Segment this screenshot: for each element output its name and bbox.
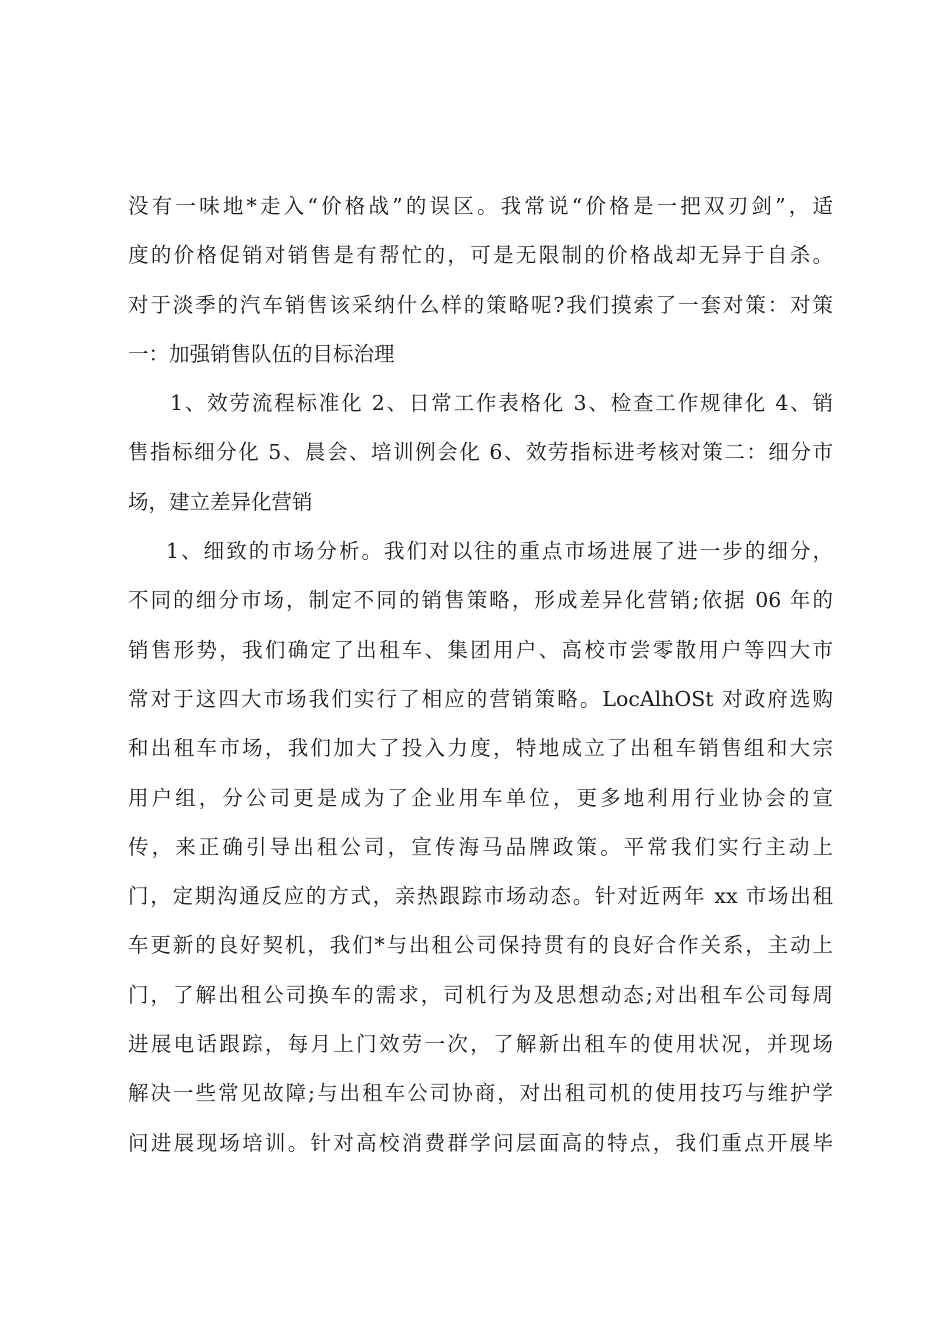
- text-line: 度的价格促销对销售是有帮忙的，可是无限制的价格战却无异于自杀。: [128, 243, 833, 268]
- text-line: 没有一味地*走入“价格战”的误区。我常说“价格是一把双刃剑”，适: [128, 194, 833, 218]
- text-line: 传，来正确引导出租公司，宣传海马品牌政策。平常我们实行主动上: [128, 834, 833, 859]
- text-line: 售指标细分化 5、晨会、培训例会化 6、效劳指标进考核对策二：细分市: [128, 440, 833, 465]
- text-line: 车更新的良好契机，我们*与出租公司保持贯有的良好合作关系，主动上: [128, 933, 833, 958]
- text-line: 一：加强销售队伍的目标治理: [128, 341, 395, 366]
- text-line: 不同的细分市场，制定不同的销售策略，形成差异化营销;依据 06 年的: [128, 588, 833, 613]
- text-line: 1、效劳流程标准化 2、日常工作表格化 3、检查工作规律化 4、销: [170, 391, 833, 416]
- text-line: 门，了解出租公司换车的需求，司机行为及思想动态;对出租车公司每周: [128, 982, 833, 1007]
- text-line: 用户组，分公司更是成为了企业用车单位，更多地利用行业协会的宣: [128, 785, 833, 810]
- text-line: 场，建立差异化营销: [128, 489, 313, 514]
- text-line: 常对于这四大市场我们实行了相应的营销策略。LocAlhOSt 对政府选购: [128, 686, 833, 711]
- text-line: 对于淡季的汽车销售该采纳什么样的策略呢?我们摸索了一套对策：对策: [128, 292, 833, 317]
- text-line: 门，定期沟通反应的方式，亲热跟踪市场动态。针对近两年 xx 市场出租: [128, 884, 833, 909]
- text-line: 问进展现场培训。针对高校消费群学问层面高的特点，我们重点开展毕: [128, 1130, 833, 1155]
- document-body: [128, 182, 833, 1168]
- text-line: 销售形势，我们确定了出租车、集团用户、高校市尝零散用户等四大市: [128, 637, 833, 662]
- text-line: 进展电话跟踪，每月上门效劳一次，了解新出租车的使用状况，并现场: [128, 1032, 833, 1057]
- text-line: 解决一些常见故障;与出租车公司协商，对出租司机的使用技巧与维护学: [128, 1081, 833, 1106]
- text-line: 和出租车市场，我们加大了投入力度，特地成立了出租车销售组和大宗: [128, 736, 833, 761]
- text-line: 1、细致的市场分析。我们对以往的重点市场进展了进一步的细分，: [166, 539, 833, 564]
